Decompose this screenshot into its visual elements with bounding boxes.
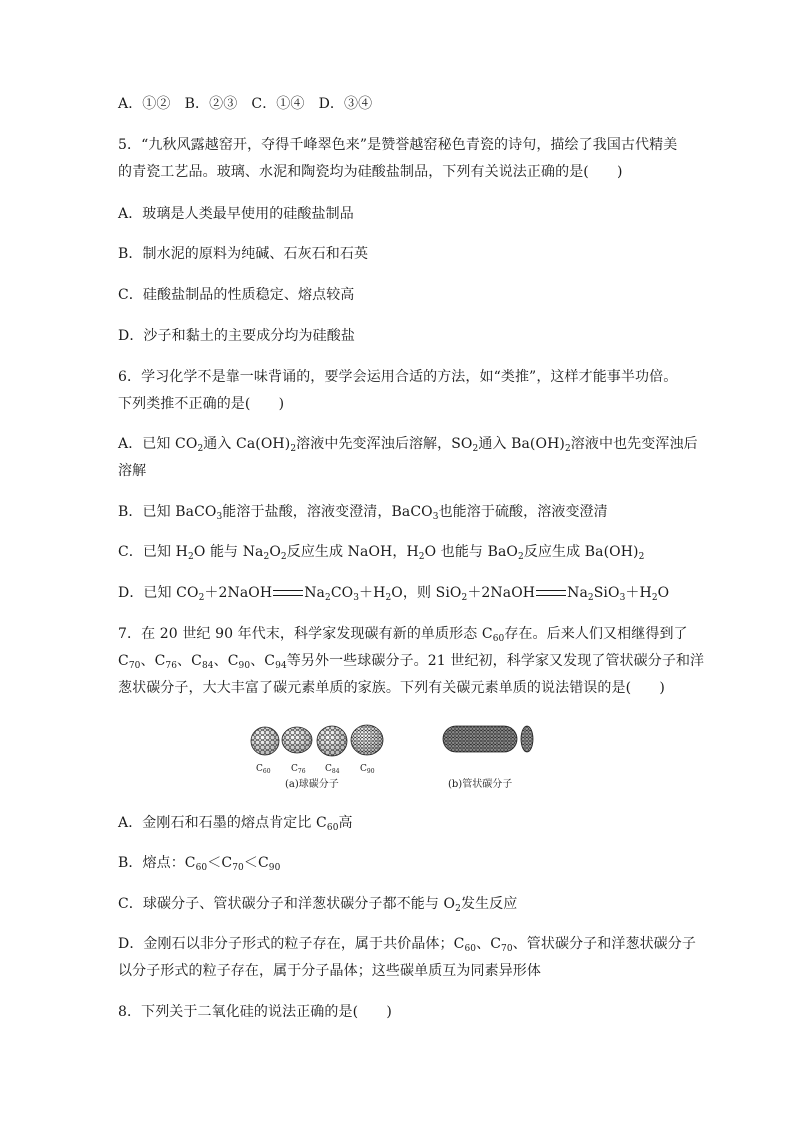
question-7-option-c: C．球碳分子、管状碳分子和洋葱状碳分子都不能与 $O_2$发生反应 [118,896,518,914]
question-6-option-c: C．已知 $H_2O$ 能与 $Na_2O_2$反应生成 NaOH，$H_2O$ 也能与 BaO$_2$反应生成 $Ba(OH)_2$ [118,544,645,562]
question-5-stem-line-1: 5．“九秋风露越窑开，夺得千峰翠色来”是赞誉越窑秘色青瓷的诗句，描绘了我国古代精美 [118,137,678,153]
c60-label: $C_{60}$ [256,764,271,775]
question-6-option-a-line-2: 溶解 [118,463,147,479]
question-7-stem-line-3: 葱状碳分子，大大丰富了碳元素单质的家族。下列有关碳元素单质的说法错误的是( ) [118,680,665,696]
question-6-option-a-line-1: A．已知 $CO_2$通入 $Ca(OH)_2$溶液中先变浑浊后溶解，$SO_2$通入 $Ba(OH)_2$溶液中也先变浑浊后 [118,436,698,454]
c84-label: $C_{84}$ [325,764,340,775]
question-5-option-b: B．制水泥的原料为纯碱、石灰石和石英 [118,246,369,262]
question-7-option-d-line-1: D．金刚石以非分子形式的粒子存在，属于共价晶体；$C_{60}$、$C_{70}$、管状碳分子和洋葱状碳分子 [118,936,696,954]
caption-a: (a)球碳分子 [285,779,339,790]
question-7-option-d-line-2: 以分子形式的粒子存在，属于分子晶体；这些碳单质互为同素异形体 [118,963,541,979]
question-5-option-c: C．硅酸盐制品的性质稳定、熔点较高 [118,287,355,303]
question-4-options: A．①② B．②③ C．①④ D．③④ [118,96,373,112]
question-5-option-a: A．玻璃是人类最早使用的硅酸盐制品 [118,206,354,222]
question-7-option-a: A．金刚石和石墨的熔点肯定比 $C_{60}$高 [118,815,353,833]
c60-molecule [251,727,279,755]
question-6-option-b: B．已知 BaCO$_3$能溶于盐酸，溶液变澄清，BaCO$_3$也能溶于硫酸，溶液变澄清 [118,504,608,522]
question-7-stem-line-1: 7．在 20 世纪 90 年代末，科学家发现碳有新的单质形态 $C_{60}$存在。后来人们又相继得到了 [118,626,688,644]
c76-label: $C_{76}$ [291,764,306,775]
question-5-stem-line-2: 的青瓷工艺品。玻璃、水泥和陶瓷均为硅酸盐制品，下列有关说法正确的是( ) [118,164,623,180]
question-6-option-d: D．已知 $CO_2+2NaOH$ $Na_2CO_3+H_2O$，则 SiO$_2$＋2NaOH $Na_2SiO_3+H_2O$ [118,585,670,603]
equals-sign [536,590,566,596]
caption-b: (b)管状碳分子 [448,779,513,790]
question-6-stem-line-2: 下列类推不正确的是( ) [118,396,285,412]
carbon-nanotube [443,726,533,752]
question-5-option-d: D．沙子和黏土的主要成分均为硅酸盐 [118,328,355,344]
c90-label: $C_{90}$ [360,764,375,775]
equals-sign [273,590,303,596]
carbon-molecule-figure [245,720,545,796]
c90-molecule [351,725,383,755]
question-6-stem-line-1: 6．学习化学不是靠一味背诵的，要学会运用合适的方法，如“类推”，这样才能事半功倍。 [118,369,678,385]
question-7-option-b: B．熔点：$C_{60}<C_{70}<C_{90}$ [118,855,281,873]
carbon-molecule-illustration-icon [245,720,545,796]
c84-molecule [317,726,347,756]
question-7-stem-line-2: $C_{70}$、$C_{76}$、$C_{84}$、$C_{90}$、$C_{94}$等另外一些球碳分子。21 世纪初，科学家又发现了管状碳分子和洋 [118,653,705,671]
question-8-stem: 8．下列关于二氧化硅的说法正确的是( ) [118,1004,392,1020]
c76-molecule [282,727,312,753]
